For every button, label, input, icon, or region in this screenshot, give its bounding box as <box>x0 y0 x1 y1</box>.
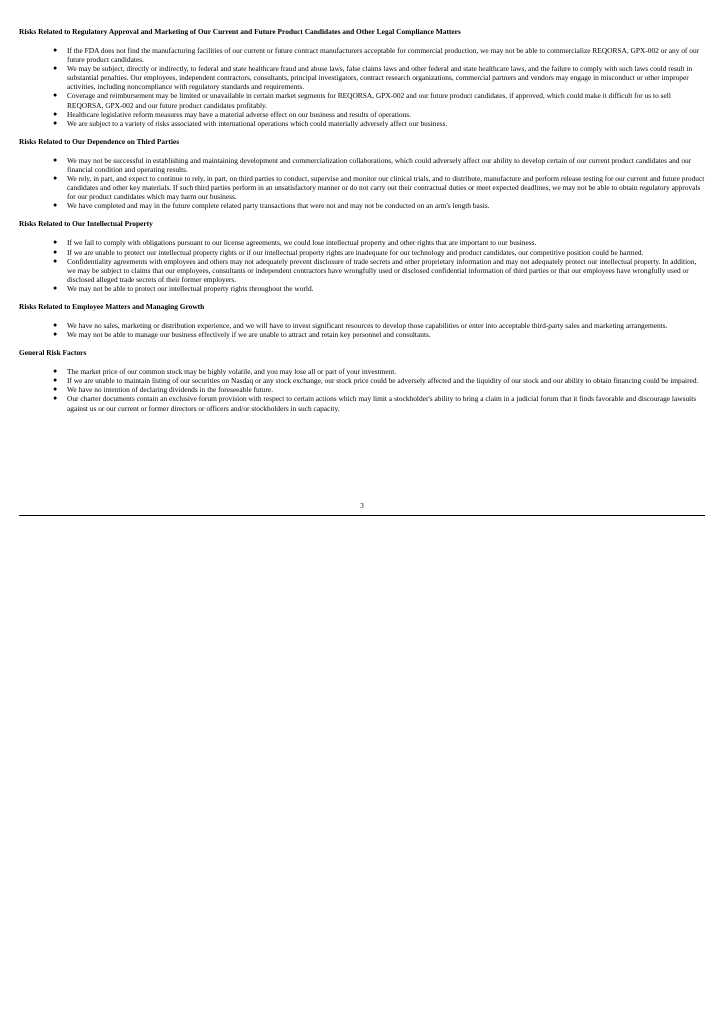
risk-item-text: Healthcare legislative reform measures may have a material adverse effect on our business and results of operations. <box>67 109 412 119</box>
risk-item <box>53 201 705 211</box>
bullet-icon: ● <box>53 385 58 394</box>
risk-item-text: We may be subject, directly or indirectly, to federal and state healthcare fraud and abuse laws, false claims laws and other federal and state healthcare laws, and the failure to comply with such laws could result in substantial penalties. Our employees, independent contractors, consultants, principal investigators, contract research organizations, commercial partners and vendors may engage in misconduct or other improper activities, including noncompliance with regulatory standards and requirements. <box>67 64 693 92</box>
risk-item <box>53 385 705 395</box>
risk-item <box>53 155 705 174</box>
bullet-icon: ● <box>53 155 58 164</box>
risk-item-text: The market price of our common stock may be highly volatile, and you may lose all or part of your investment. <box>67 367 397 377</box>
risk-item-text: We have completed and may in the future complete related party transactions that were not and may not be conducted on an arm's length basis. <box>67 201 490 211</box>
bullet-icon: ● <box>53 91 58 100</box>
risk-item <box>53 256 705 284</box>
risk-item <box>53 330 705 340</box>
risk-item-text: If we are unable to maintain listing of our securities on Nasdaq or any stock exchange, our stock price could be adversely affected and the liquidity of our stock and our ability to obtain financing could be impaired. <box>67 376 699 386</box>
risk-item-text: We are subject to a variety of risks associated with international operations which could materially adversely affect our business. <box>67 118 448 128</box>
risk-list <box>19 156 705 211</box>
risk-item-text: We have no intention of declaring dividends in the foreseeable future. <box>67 385 274 395</box>
risk-item <box>53 91 705 110</box>
section-heading: Risks Related to Regulatory Approval and Marketing of Our Current and Future Product Candidates and Other Legal Compliance Matters <box>19 27 461 36</box>
risk-item-text: We may not be successful in establishing and maintaining development and commercialization collaborations, which could adversely affect our ability to develop certain of our current product candidates and our financial condition and operating results. <box>67 155 692 174</box>
section-heading: Risks Related to Our Intellectual Property <box>19 219 153 229</box>
risk-list <box>19 238 705 293</box>
bullet-icon: ● <box>53 46 58 54</box>
bullet-icon: ● <box>53 174 58 183</box>
risk-item-text: We may not be able to manage our business effectively if we are unable to attract and retain key personnel and consultants. <box>67 330 431 340</box>
risk-item-text: Coverage and reimbursement may be limited or unavailable in certain market segments for REQORSA, GPX-002 and our future product candidates, if approved, which could make it difficult for us to sell REQORSA, GPX-002 and our future product candidates profitably. <box>67 91 671 110</box>
risk-item <box>53 376 705 386</box>
risk-list <box>19 321 705 339</box>
risk-item <box>53 238 705 248</box>
bullet-icon: ● <box>53 238 58 247</box>
bullet-icon: ● <box>53 109 58 118</box>
bullet-icon: ● <box>53 201 58 210</box>
document-page <box>19 27 705 422</box>
bullet-icon: ● <box>53 256 58 265</box>
bullet-icon: ● <box>53 367 58 376</box>
bullet-icon: ● <box>53 118 58 127</box>
section-heading: Risks Related to Employee Matters and Managing Growth <box>19 301 205 311</box>
risk-list <box>19 367 705 412</box>
risk-item <box>53 118 705 128</box>
risk-list <box>19 46 705 128</box>
risk-item <box>53 64 705 92</box>
risk-item-text: If we are unable to protect our intellectual property rights or if our intellectual property rights are inadequate for our technology and product candidates, our competitive position could be harmed. <box>67 247 644 257</box>
risk-item <box>53 174 705 202</box>
risk-item-text: If the FDA does not find the manufacturing facilities of our current or future contract manufacturers acceptable for commercial production, we may not be able to commercialize REQORSA, GPX-002 or any of our future product candidates. <box>67 46 700 65</box>
risk-item <box>53 46 705 65</box>
risk-item-text: Confidentiality agreements with employees and others may not adequately prevent disclosure of trade secrets and other proprietary information and may not adequately protect our intellectual property. In addition, we may be subject to claims that our employees, consultants or independent contractors have wrongfully used or disclosed confidential information of third parties or that our employees have wrongfully used or disclosed alleged trade secrets of their former employers. <box>67 256 697 284</box>
bullet-icon: ● <box>53 320 58 329</box>
section-heading: General Risk Factors <box>19 348 87 358</box>
risk-item-text: We may not be able to protect our intellectual property rights throughout the world. <box>67 283 314 293</box>
page-divider <box>19 515 705 516</box>
risk-item <box>53 247 705 257</box>
bullet-icon: ● <box>53 394 58 403</box>
section-heading: Risks Related to Our Dependence on Third Parties <box>19 136 180 146</box>
risk-item <box>53 109 705 119</box>
risk-item <box>53 367 705 377</box>
bullet-icon: ● <box>53 283 58 292</box>
risk-item <box>53 283 705 293</box>
risk-item <box>53 320 705 330</box>
page-footer <box>19 501 705 516</box>
risk-item-text: If we fail to comply with obligations pursuant to our license agreements, we could lose intellectual property and other rights that are important to our business. <box>67 238 537 248</box>
risk-item-text: Our charter documents contain an exclusive forum provision with respect to certain actions which may limit a stockholder's ability to bring a claim in a judicial forum that it finds favorable and discourage lawsuits against us or our current or former directors or officers and/or stockholders in such capacity. <box>67 394 697 413</box>
bullet-icon: ● <box>53 330 58 339</box>
bullet-icon: ● <box>53 64 58 73</box>
risk-item <box>53 394 705 413</box>
bullet-icon: ● <box>53 247 58 256</box>
risk-item-text: We have no sales, marketing or distribution experience, and we will have to invest significant resources to develop those capabilities or enter into acceptable third-party sales and marketing arrangements. <box>67 320 668 330</box>
risk-item-text: We rely, in part, and expect to continue to rely, in part, on third parties to conduct, supervise and monitor our clinical trials, and to distribute, manufacture and perform release testing for our current and future product candidates and other key materials. If such third parties perform in an unsatisfactory manner or do not carry out their contractual duties or meet expected deadlines, we may not be able to obtain regulatory approvals for our product candidates which may harm our business. <box>67 174 705 202</box>
page-number: 3 <box>360 501 364 510</box>
bullet-icon: ● <box>53 376 58 385</box>
